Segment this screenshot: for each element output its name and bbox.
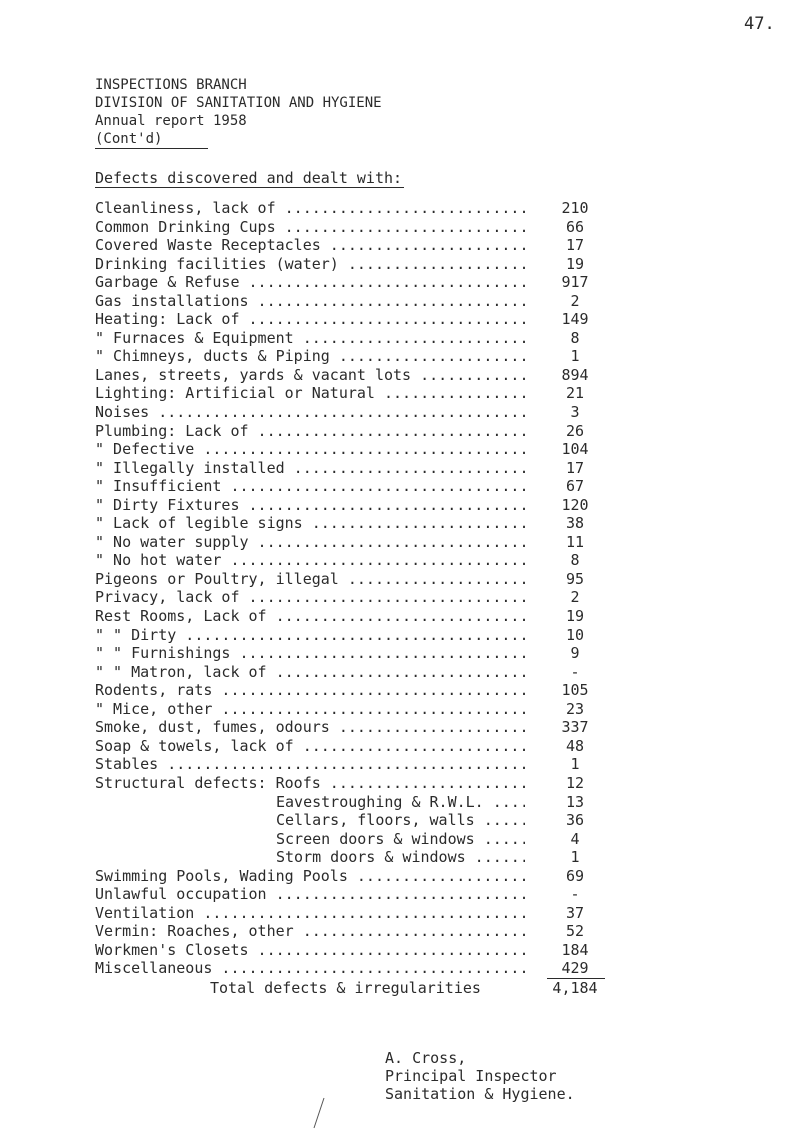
defect-label: Structural defects: Roofs .....: [95, 774, 525, 793]
list-item: [95, 681, 655, 700]
defect-label: Vermin: Roaches, other .....: [95, 922, 525, 941]
defect-label: Swimming Pools, Wading Pools .....: [95, 867, 525, 886]
defect-label: Soap & towels, lack of .....: [95, 737, 525, 756]
defect-label: " Furnaces & Equipment .....: [95, 329, 525, 348]
defect-label: Eavestroughing & R.W.L. .....: [276, 793, 525, 812]
defect-count: 8: [570, 328, 580, 347]
defect-count: 11: [565, 532, 585, 551]
defect-label: Cleanliness, lack of .....: [95, 199, 525, 218]
defect-count: 19: [565, 607, 585, 626]
defect-label: Storm doors & windows .....: [276, 848, 525, 867]
defect-count: 2: [570, 291, 580, 310]
defect-count: 52: [565, 922, 585, 941]
list-item: [95, 885, 655, 904]
defect-count: 149: [561, 310, 589, 329]
defect-count: 337: [561, 718, 589, 737]
list-item: [95, 496, 655, 515]
branch-name: INSPECTIONS BRANCH: [95, 77, 247, 93]
list-item: [95, 477, 655, 496]
defect-label: Drinking facilities (water) .....: [95, 255, 525, 274]
list-item: [95, 922, 655, 941]
defect-count: 105: [561, 681, 589, 700]
defect-count: 17: [565, 236, 585, 255]
total-row: [95, 978, 655, 998]
defect-label: Gas installations .....: [95, 292, 525, 311]
list-item: [95, 403, 655, 422]
list-item: [95, 459, 655, 478]
defect-label: Plumbing: Lack of .....: [95, 422, 525, 441]
defect-count: 9: [570, 644, 580, 663]
defect-count: 26: [565, 421, 585, 440]
defect-count: 21: [565, 384, 585, 403]
list-item: [95, 774, 655, 793]
total-count: 4,184: [552, 978, 598, 997]
defect-label: Ventilation .....: [95, 904, 525, 923]
defect-count: 48: [565, 736, 585, 755]
list-item: [95, 199, 655, 218]
defect-count: 3: [570, 403, 580, 422]
list-item: [95, 440, 655, 459]
defect-count: 1: [570, 347, 580, 366]
signatory-department: Sanitation & Hygiene.: [385, 1085, 575, 1103]
list-item: [95, 959, 655, 978]
list-item: [95, 626, 655, 645]
defect-count: 69: [565, 866, 585, 885]
defect-label: Pigeons or Poultry, illegal .....: [95, 570, 525, 589]
list-item: [95, 551, 655, 570]
list-item: [95, 644, 655, 663]
list-item: [95, 236, 655, 255]
defect-count: 210: [561, 199, 589, 217]
list-item: [95, 941, 655, 960]
report-header: [95, 76, 382, 149]
defect-label: Screen doors & windows .....: [276, 830, 525, 849]
pen-mark-icon: [312, 1096, 326, 1130]
defect-label: Common Drinking Cups .....: [95, 218, 525, 237]
defect-label: " Defective .....: [95, 440, 525, 459]
defect-count: 429: [561, 959, 589, 978]
signature-block: [385, 1049, 575, 1103]
list-item: [95, 848, 655, 867]
list-item: [95, 218, 655, 237]
defect-count: 66: [565, 217, 585, 236]
defect-label: Workmen's Closets .....: [95, 941, 525, 960]
defect-label: " No water supply .....: [95, 533, 525, 552]
defect-count: 12: [565, 773, 585, 792]
defect-label: Noises .....: [95, 403, 525, 422]
defect-label: Rest Rooms, Lack of .....: [95, 607, 525, 626]
defect-count: 37: [565, 903, 585, 922]
list-item: [95, 570, 655, 589]
defect-label: " Dirty Fixtures .....: [95, 496, 525, 515]
total-label: Total defects & irregularities: [210, 978, 481, 997]
defect-count: 4: [570, 829, 580, 848]
defect-count: 23: [565, 699, 585, 718]
defects-list: [95, 199, 655, 998]
list-item: [95, 737, 655, 756]
defect-label: " " Matron, lack of .....: [95, 663, 525, 682]
list-item: [95, 273, 655, 292]
defect-label: " Lack of legible signs .....: [95, 514, 525, 533]
list-item: [95, 867, 655, 886]
defect-count: 17: [565, 458, 585, 477]
defect-label: " Mice, other .....: [95, 700, 525, 719]
defect-label: " Chimneys, ducts & Piping .....: [95, 347, 525, 366]
section-title: Defects discovered and dealt with:: [95, 169, 403, 187]
list-item: [95, 255, 655, 274]
list-item: [95, 607, 655, 626]
list-item: [95, 422, 655, 441]
defect-count: 10: [565, 625, 585, 644]
defect-label: " " Dirty .....: [95, 626, 525, 645]
list-item: [95, 793, 655, 812]
defect-label: Garbage & Refuse .....: [95, 273, 525, 292]
list-item: [95, 384, 655, 403]
defect-count: 184: [561, 940, 589, 959]
list-item: [95, 811, 655, 830]
list-item: [95, 514, 655, 533]
defect-label: " Insufficient .....: [95, 477, 525, 496]
defect-count: 19: [565, 254, 585, 273]
defect-label: Miscellaneous .....: [95, 959, 525, 978]
defect-count: 95: [565, 569, 585, 588]
page-number: 47.: [744, 14, 775, 34]
defect-label: Heating: Lack of .....: [95, 310, 525, 329]
defect-count: -: [570, 662, 580, 681]
defect-count: 8: [570, 551, 580, 570]
defect-count: 917: [561, 273, 589, 292]
defect-count: 120: [561, 495, 589, 514]
defect-count: 13: [565, 792, 585, 811]
list-item: [95, 904, 655, 923]
report-title: Annual report 1958: [95, 113, 247, 129]
signatory-title: Principal Inspector: [385, 1067, 557, 1085]
list-item: [95, 329, 655, 348]
defect-count: 894: [561, 365, 589, 384]
list-item: [95, 700, 655, 719]
defect-label: Lanes, streets, yards & vacant lots .....: [95, 366, 525, 385]
list-item: [95, 718, 655, 737]
defect-label: Rodents, rats .....: [95, 681, 525, 700]
defect-count: 1: [570, 848, 580, 867]
list-item: [95, 830, 655, 849]
defect-label: Cellars, floors, walls .....: [276, 811, 525, 830]
defect-count: 104: [561, 440, 589, 459]
list-item: [95, 755, 655, 774]
continued-label: (Cont'd): [95, 130, 208, 149]
list-item: [95, 310, 655, 329]
list-item: [95, 292, 655, 311]
defect-count: 1: [570, 755, 580, 774]
defect-label: " " Furnishings .....: [95, 644, 525, 663]
defect-count: 38: [565, 514, 585, 533]
defect-label: Privacy, lack of .....: [95, 588, 525, 607]
defect-label: " Illegally installed .....: [95, 459, 525, 478]
defect-label: Covered Waste Receptacles .....: [95, 236, 525, 255]
defect-label: Unlawful occupation .....: [95, 885, 525, 904]
list-item: [95, 588, 655, 607]
defect-count: 67: [565, 477, 585, 496]
signatory-name: A. Cross,: [385, 1049, 467, 1067]
list-item: [95, 663, 655, 682]
list-item: [95, 533, 655, 552]
defect-label: " No hot water .....: [95, 551, 525, 570]
defect-label: Smoke, dust, fumes, odours .....: [95, 718, 525, 737]
defect-label: Stables .....: [95, 755, 525, 774]
defect-count: 2: [570, 588, 580, 607]
defect-label: Lighting: Artificial or Natural .....: [95, 384, 525, 403]
list-item: [95, 347, 655, 366]
division-name: DIVISION OF SANITATION AND HYGIENE: [95, 95, 382, 111]
list-item: [95, 366, 655, 385]
defect-count: -: [570, 885, 580, 904]
defect-count: 36: [565, 811, 585, 830]
